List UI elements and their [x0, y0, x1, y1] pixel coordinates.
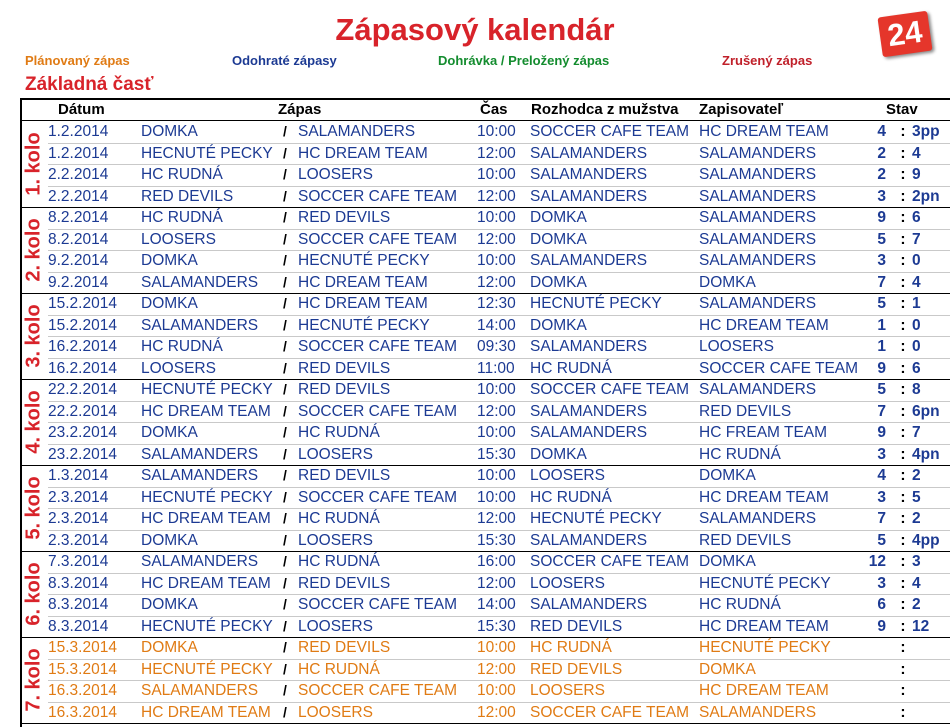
cell-time: 11:00 [477, 359, 515, 377]
cell-time: 14:00 [477, 596, 516, 613]
cell-score-colon: : [900, 209, 906, 226]
cell-away: SALAMANDERS [298, 123, 416, 140]
cell-score-colon: : [900, 574, 906, 592]
cell-home: SALAMANDERS [141, 553, 259, 570]
cell-away: SOCCER CAFE TEAM [298, 682, 458, 699]
cell-score-away: 3 [912, 553, 921, 570]
cell-date: 1.2.2014 [48, 123, 109, 140]
cell-score-colon: : [900, 123, 906, 140]
cell-referee: SALAMANDERS [530, 596, 648, 613]
cell-home: HECNUTÉ PECKY [141, 488, 273, 506]
cell-separator: / [283, 488, 287, 505]
cell-date: 9.2.2014 [48, 273, 109, 291]
cell-away: LOOSERS [298, 445, 373, 463]
cell-referee: SALAMANDERS [530, 531, 648, 549]
cell-recorder: SALAMANDERS [699, 166, 817, 183]
cell-time: 10:00 [477, 209, 516, 226]
cell-home: LOOSERS [141, 230, 216, 248]
cell-score-colon: : [900, 381, 906, 398]
cell-referee: SOCCER CAFE TEAM [530, 123, 690, 140]
cell-home: HC RUDNÁ [141, 338, 223, 355]
cell-home: LOOSERS [141, 359, 216, 377]
cell-score-home: 2 [877, 166, 886, 183]
cell-referee: DOMKA [530, 316, 587, 334]
cell-score-away: 7 [912, 424, 921, 441]
cell-recorder: SALAMANDERS [699, 209, 817, 226]
cell-score-home: 3 [877, 252, 886, 269]
cell-recorder: DOMKA [699, 273, 756, 291]
cell-score-away: 4 [912, 273, 921, 291]
cell-score-home: 3 [877, 574, 886, 592]
cell-score-away: 6 [912, 209, 921, 226]
cell-away: HC RUDNÁ [298, 424, 380, 441]
cell-away: HC DREAM TEAM [298, 273, 428, 291]
cell-score-home: 5 [877, 381, 886, 398]
cell-recorder: HECNUTÉ PECKY [699, 574, 831, 592]
legend-rescheduled: Dohrávka / Preložený zápas [438, 53, 610, 68]
cell-away: SOCCER CAFE TEAM [298, 488, 458, 506]
cell-time: 10:00 [477, 639, 516, 656]
cell-score-away: 3pp [912, 123, 940, 140]
cell-score-colon: : [900, 682, 906, 699]
cell-separator: / [283, 316, 287, 333]
cell-time: 12:00 [477, 230, 516, 248]
cell-recorder: HC DREAM TEAM [699, 316, 829, 334]
cell-score-home: 9 [877, 209, 886, 226]
cell-away: SOCCER CAFE TEAM [298, 596, 458, 613]
cell-away: HC DREAM TEAM [298, 295, 428, 312]
cell-score-home: 1 [877, 338, 886, 355]
cell-separator: / [283, 187, 287, 204]
cell-away: RED DEVILS [298, 359, 391, 377]
cell-referee: SALAMANDERS [530, 252, 648, 269]
cell-away: LOOSERS [298, 166, 373, 183]
cell-score-colon: : [900, 660, 906, 678]
round-label-text: 1. kolo [22, 132, 45, 196]
cell-date: 7.3.2014 [48, 553, 109, 570]
cell-referee: RED DEVILS [530, 617, 623, 635]
cell-referee: DOMKA [530, 209, 587, 226]
cell-home: RED DEVILS [141, 187, 234, 205]
table-top-border [20, 98, 950, 100]
cell-referee: LOOSERS [530, 574, 605, 592]
cell-separator: / [283, 402, 287, 419]
round-label-text: 6. kolo [22, 562, 45, 626]
cell-date: 15.3.2014 [48, 660, 117, 678]
cell-date: 16.2.2014 [48, 338, 117, 355]
cell-date: 2.2.2014 [48, 187, 109, 205]
cell-date: 8.3.2014 [48, 596, 109, 613]
cell-score-colon: : [900, 703, 906, 721]
cell-recorder: RED DEVILS [699, 531, 792, 549]
cell-away: SOCCER CAFE TEAM [298, 402, 458, 420]
cell-recorder: SALAMANDERS [699, 381, 817, 398]
cell-home: HECNUTÉ PECKY [141, 617, 273, 635]
cell-score-colon: : [900, 252, 906, 269]
cell-score-colon: : [900, 617, 906, 635]
cell-score-colon: : [900, 445, 906, 463]
cell-referee: LOOSERS [530, 467, 605, 484]
cell-recorder: RED DEVILS [699, 402, 792, 420]
round-label-text: 7. kolo [22, 648, 45, 712]
cell-time: 09:30 [477, 338, 516, 355]
cell-referee: RED DEVILS [530, 660, 623, 678]
cell-date: 16.2.2014 [48, 359, 117, 377]
cell-score-away: 12 [912, 617, 930, 635]
cell-separator: / [283, 531, 287, 548]
cell-score-away: 8 [912, 381, 921, 398]
cell-home: HC DREAM TEAM [141, 402, 271, 420]
cell-referee: HC RUDNÁ [530, 359, 612, 377]
cell-time: 15:30 [477, 531, 516, 549]
cell-time: 10:00 [477, 424, 516, 441]
cell-score-colon: : [900, 639, 906, 656]
cell-recorder: DOMKA [699, 467, 756, 484]
cell-away: RED DEVILS [298, 574, 391, 592]
cell-time: 10:00 [477, 123, 516, 140]
cell-home: DOMKA [141, 424, 198, 441]
cell-separator: / [283, 445, 287, 462]
cell-separator: / [283, 574, 287, 591]
cell-date: 22.2.2014 [48, 402, 117, 420]
cell-time: 10:00 [477, 381, 516, 398]
cell-date: 15.2.2014 [48, 316, 117, 334]
cell-score-away: 0 [912, 316, 921, 334]
cell-referee: SALAMANDERS [530, 144, 648, 162]
header-status: Stav [886, 101, 918, 118]
cell-date: 2.3.2014 [48, 488, 109, 506]
cell-home: HC DREAM TEAM [141, 510, 271, 527]
cell-score-home: 7 [877, 402, 886, 420]
cell-score-colon: : [900, 295, 906, 312]
cell-referee: LOOSERS [530, 682, 605, 699]
cell-away: HC DREAM TEAM [298, 144, 428, 162]
cell-recorder: HC DREAM TEAM [699, 488, 829, 506]
cell-referee: SALAMANDERS [530, 338, 648, 355]
cell-recorder: HC FREAM TEAM [699, 424, 828, 441]
cell-away: RED DEVILS [298, 467, 391, 484]
cell-score-colon: : [900, 338, 906, 355]
cell-home: HC RUDNÁ [141, 209, 223, 226]
cell-time: 12:00 [477, 574, 516, 592]
cell-referee: HECNUTÉ PECKY [530, 295, 662, 312]
cell-away: LOOSERS [298, 617, 373, 635]
cell-separator: / [283, 381, 287, 397]
cell-time: 12:30 [477, 295, 516, 312]
cell-date: 8.2.2014 [48, 230, 109, 248]
cell-home: HECNUTÉ PECKY [141, 381, 273, 398]
cell-score-home: 9 [877, 359, 886, 377]
cell-score-colon: : [900, 316, 906, 334]
cell-home: DOMKA [141, 123, 198, 140]
cell-recorder: HC DREAM TEAM [699, 123, 829, 140]
cell-score-away: 4pp [912, 531, 940, 549]
cell-recorder: SALAMANDERS [699, 252, 817, 269]
cell-time: 12:00 [477, 510, 516, 527]
cell-time: 14:00 [477, 316, 516, 334]
cell-home: DOMKA [141, 252, 198, 269]
cell-score-home: 3 [877, 488, 886, 506]
cell-away: LOOSERS [298, 531, 373, 549]
cell-away: SOCCER CAFE TEAM [298, 230, 458, 248]
cell-score-home: 5 [877, 295, 886, 312]
cell-score-away: 2 [912, 467, 921, 484]
cell-away: HECNUTÉ PECKY [298, 252, 430, 269]
cell-time: 10:00 [477, 166, 516, 183]
cell-score-home: 4 [877, 467, 886, 484]
cell-recorder: HC RUDNÁ [699, 445, 781, 463]
cell-score-away: 2pn [912, 187, 940, 205]
cell-time: 15:30 [477, 445, 516, 463]
section-title: Základná časť [25, 74, 154, 95]
cell-score-colon: : [900, 531, 906, 549]
cell-score-away: 2 [912, 510, 921, 527]
cell-score-home: 2 [877, 144, 886, 162]
cell-recorder: LOOSERS [699, 338, 774, 355]
cell-score-colon: : [900, 187, 906, 205]
cell-referee: SOCCER CAFE TEAM [530, 553, 690, 570]
cell-recorder: HECNUTÉ PECKY [699, 639, 831, 656]
cell-separator: / [283, 144, 287, 161]
page-title: Zápasový kalendár [335, 12, 615, 47]
round-label-text: 2. kolo [22, 218, 45, 282]
cell-score-home: 5 [877, 230, 886, 248]
cell-recorder: HC RUDNÁ [699, 596, 781, 613]
cell-time: 12:00 [477, 703, 516, 721]
cell-recorder: SALAMANDERS [699, 230, 817, 248]
cell-date: 8.3.2014 [48, 574, 109, 592]
cell-separator: / [283, 252, 287, 268]
cell-score-home: 9 [877, 424, 886, 441]
cell-away: HECNUTÉ PECKY [298, 316, 430, 334]
cell-away: RED DEVILS [298, 381, 391, 398]
brand-logo[interactable]: 24 [877, 11, 932, 58]
cell-date: 15.3.2014 [48, 639, 117, 656]
cell-score-colon: : [900, 359, 906, 377]
cell-score-colon: : [900, 230, 906, 248]
cell-separator: / [283, 617, 287, 634]
header-time: Čas [480, 101, 508, 118]
cell-date: 16.3.2014 [48, 682, 117, 699]
cell-home: SALAMANDERS [141, 273, 259, 291]
cell-separator: / [283, 639, 287, 655]
cell-referee: SOCCER CAFE TEAM [530, 703, 690, 721]
cell-referee: DOMKA [530, 273, 587, 291]
cell-referee: DOMKA [530, 445, 587, 463]
cell-separator: / [283, 682, 287, 698]
cell-score-away: 2 [912, 596, 921, 613]
round-label-text: 4. kolo [22, 390, 45, 454]
cell-date: 2.3.2014 [48, 531, 109, 549]
cell-separator: / [283, 273, 287, 290]
cell-recorder: HC DREAM TEAM [699, 617, 829, 635]
cell-referee: HC RUDNÁ [530, 488, 612, 506]
cell-recorder: SALAMANDERS [699, 187, 817, 205]
cell-away: SOCCER CAFE TEAM [298, 338, 458, 355]
cell-home: DOMKA [141, 596, 198, 613]
cell-referee: HECNUTÉ PECKY [530, 510, 662, 527]
cell-referee: SALAMANDERS [530, 424, 648, 441]
cell-score-home: 12 [868, 553, 886, 570]
round-label-text: 3. kolo [22, 304, 45, 368]
cell-date: 8.3.2014 [48, 617, 109, 635]
cell-date: 16.3.2014 [48, 703, 117, 721]
cell-referee: HC RUDNÁ [530, 639, 612, 656]
cell-score-away: 0 [912, 338, 921, 355]
cell-score-home: 3 [877, 187, 886, 205]
cell-date: 1.3.2014 [48, 467, 109, 484]
cell-score-away: 7 [912, 230, 921, 248]
cell-separator: / [283, 596, 287, 612]
cell-score-colon: : [900, 467, 906, 484]
cell-time: 15:30 [477, 617, 516, 635]
cell-time: 16:00 [477, 553, 516, 570]
cell-separator: / [283, 123, 287, 139]
cell-recorder: SALAMANDERS [699, 703, 817, 721]
cell-home: DOMKA [141, 639, 198, 656]
cell-score-away: 1 [912, 295, 921, 312]
cell-score-away: 9 [912, 166, 921, 183]
cell-home: HECNUTÉ PECKY [141, 660, 273, 678]
cell-score-away: 4 [912, 574, 921, 592]
cell-score-colon: : [900, 553, 906, 570]
cell-score-home: 6 [877, 596, 886, 613]
cell-time: 12:00 [477, 144, 516, 162]
cell-score-colon: : [900, 166, 906, 183]
cell-recorder: DOMKA [699, 660, 756, 678]
cell-away: HC RUDNÁ [298, 510, 380, 527]
cell-recorder: SALAMANDERS [699, 510, 817, 527]
cell-recorder: DOMKA [699, 553, 756, 570]
cell-away: LOOSERS [298, 703, 373, 721]
cell-home: DOMKA [141, 531, 198, 549]
cell-score-colon: : [900, 424, 906, 441]
cell-score-colon: : [900, 144, 906, 162]
cell-score-home: 9 [877, 617, 886, 635]
cell-time: 10:00 [477, 682, 516, 699]
cell-date: 22.2.2014 [48, 381, 117, 398]
cell-date: 23.2.2014 [48, 445, 117, 463]
cell-separator: / [283, 230, 287, 247]
cell-separator: / [283, 166, 287, 182]
cell-score-home: 7 [877, 510, 886, 527]
cell-away: RED DEVILS [298, 209, 391, 226]
cell-time: 10:00 [477, 488, 516, 506]
cell-home: HECNUTÉ PECKY [141, 144, 273, 162]
cell-home: HC RUDNÁ [141, 166, 223, 183]
cell-date: 8.2.2014 [48, 209, 109, 226]
cell-score-away: 5 [912, 488, 921, 506]
cell-date: 1.2.2014 [48, 144, 109, 162]
round-divider [20, 723, 950, 724]
cell-time: 10:00 [477, 467, 516, 484]
cell-recorder: SALAMANDERS [699, 144, 817, 162]
cell-date: 2.2.2014 [48, 166, 109, 183]
legend-played: Odohraté zápasy [232, 53, 337, 68]
cell-separator: / [283, 467, 287, 483]
cell-recorder: SOCCER CAFE TEAM [699, 359, 859, 377]
cell-score-home: 1 [877, 316, 886, 334]
cell-recorder: HC DREAM TEAM [699, 682, 829, 699]
cell-away: HC RUDNÁ [298, 553, 380, 570]
cell-separator: / [283, 424, 287, 440]
cell-home: DOMKA [141, 295, 198, 312]
cell-separator: / [283, 703, 287, 720]
cell-date: 23.2.2014 [48, 424, 117, 441]
cell-referee: SALAMANDERS [530, 187, 648, 205]
cell-home: SALAMANDERS [141, 467, 259, 484]
round-label-text: 5. kolo [22, 476, 45, 540]
cell-time: 12:00 [477, 273, 516, 291]
cell-separator: / [283, 660, 287, 677]
cell-separator: / [283, 359, 287, 376]
cell-score-colon: : [900, 402, 906, 420]
cell-date: 15.2.2014 [48, 295, 117, 312]
cell-separator: / [283, 209, 287, 225]
cell-separator: / [283, 553, 287, 569]
cell-score-away: 4 [912, 144, 921, 162]
cell-date: 9.2.2014 [48, 252, 109, 269]
cell-score-home: 7 [877, 273, 886, 291]
cell-score-colon: : [900, 596, 906, 613]
header-match: Zápas [278, 101, 322, 118]
cell-time: 12:00 [477, 187, 516, 205]
cell-score-away: 0 [912, 252, 921, 269]
cell-score-away: 4pn [912, 445, 940, 463]
cell-referee: SALAMANDERS [530, 166, 648, 183]
cell-referee: SOCCER CAFE TEAM [530, 381, 690, 398]
header-date: Dátum [58, 101, 105, 118]
cell-score-home: 5 [877, 531, 886, 549]
cell-score-home: 4 [877, 123, 886, 140]
header-referee: Rozhodca z mužstva [531, 101, 679, 118]
cell-score-away: 6pn [912, 402, 940, 420]
cell-referee: SALAMANDERS [530, 402, 648, 420]
legend-planned: Plánovaný zápas [25, 53, 130, 68]
cell-away: HC RUDNÁ [298, 660, 380, 678]
cell-score-colon: : [900, 510, 906, 527]
cell-separator: / [283, 338, 287, 354]
cell-separator: / [283, 295, 287, 311]
cell-away: SOCCER CAFE TEAM [298, 187, 458, 205]
cell-home: SALAMANDERS [141, 445, 259, 463]
cell-home: SALAMANDERS [141, 316, 259, 334]
cell-home: HC DREAM TEAM [141, 703, 271, 721]
cell-recorder: SALAMANDERS [699, 295, 817, 312]
cell-time: 12:00 [477, 660, 516, 678]
cell-away: RED DEVILS [298, 639, 391, 656]
cell-score-colon: : [900, 488, 906, 506]
legend-cancelled: Zrušený zápas [722, 53, 813, 68]
cell-time: 12:00 [477, 402, 516, 420]
cell-score-away: 6 [912, 359, 921, 377]
cell-score-colon: : [900, 273, 906, 291]
cell-score-home: 3 [877, 445, 886, 463]
cell-home: SALAMANDERS [141, 682, 259, 699]
cell-date: 2.3.2014 [48, 510, 109, 527]
cell-time: 10:00 [477, 252, 516, 269]
cell-referee: DOMKA [530, 230, 587, 248]
header-recorder: Zapisovateľ [699, 101, 784, 118]
cell-home: HC DREAM TEAM [141, 574, 271, 592]
cell-separator: / [283, 510, 287, 526]
